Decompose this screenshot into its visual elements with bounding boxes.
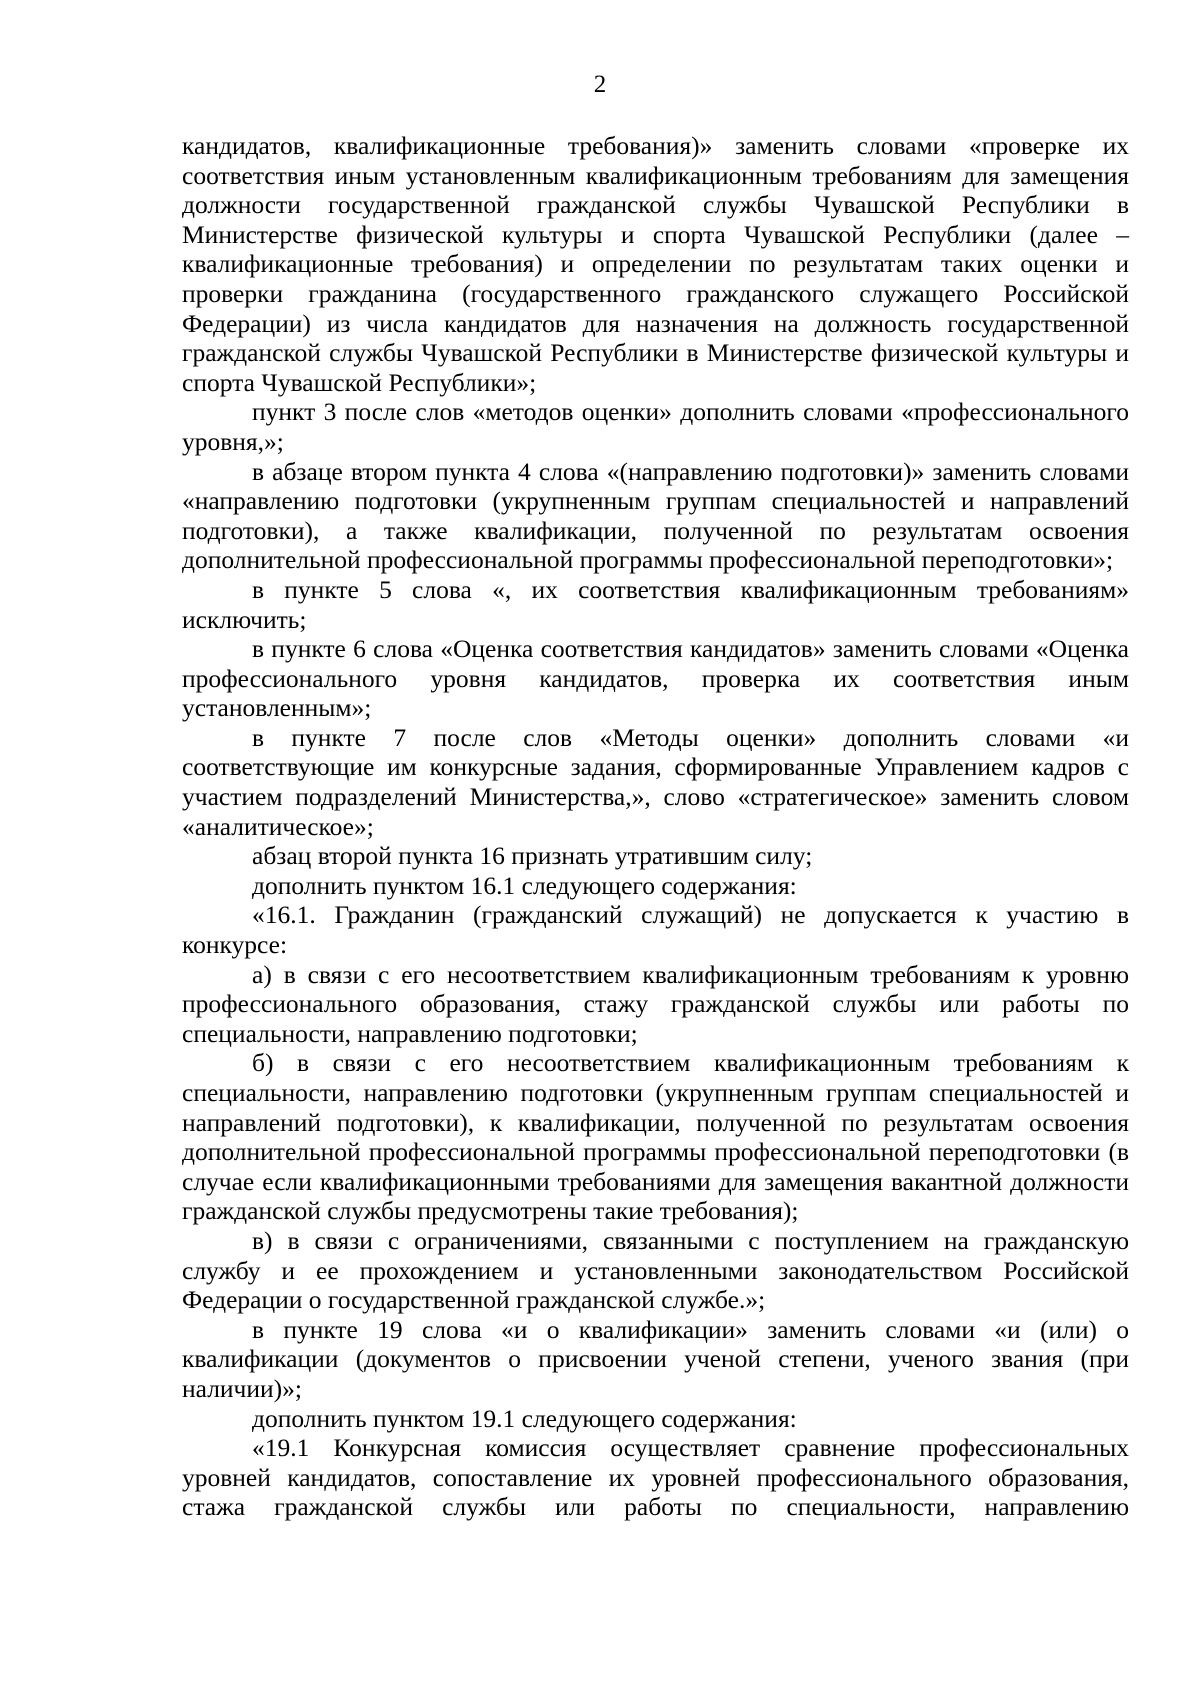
paragraph-12: в) в связи с ограничениями, связанными с поступлением на гражданскую службу и ее прохождением и установленными законодательством Российской Федерации о государственной гражданской службе.»; bbox=[182, 1225, 1129, 1315]
paragraph-5: в пункте 6 слова «Оценка соответствия кандидатов» заменить словами «Оценка профессионального уровня кандидатов, проверка их соответствия иным установленным»; bbox=[182, 634, 1129, 723]
paragraph-10: а) в связи с его несоответствием квалификационным требованиям к уровню профессионального образования, стажу гражданской службы или работы по специальности, направлению подготовки; bbox=[182, 959, 1129, 1048]
document-body bbox=[182, 131, 1129, 1522]
paragraph-4: в пункте 5 слова «, их соответствия квалификационным требованиям» исключить; bbox=[182, 574, 1129, 634]
paragraph-3: в абзаце втором пункта 4 слова «(направлению подготовки)» заменить словами «направлению подготовки (укрупненным группам специальностей и направлений подготовки), а также квалификации, полученной по результатам освоения дополнительной профессиональной программы профессиональной переподготовки»; bbox=[182, 456, 1129, 575]
paragraph-8: дополнить пунктом 16.1 следующего содержания: bbox=[252, 870, 797, 900]
page-number: 2 bbox=[593, 71, 607, 98]
paragraph-1: кандидатов, квалификационные требования)» заменить словами «проверке их соответствия иным установленным квалификационным требованиям для замещения должности государственной гражданской службы Чувашской Республики в Министерстве физической культуры и спорта Чувашской Республики (далее – квалификационные требования) и определении по результатам таких оценки и проверки гражданина (государственного гражданского служащего Российской Федерации) из числа кандидатов для назначения на должность государственной гражданской службы Чувашской Республики в Министерстве физической культуры и спорта Чувашской Республики»; bbox=[182, 131, 1129, 397]
paragraph-13: в пункте 19 слова «и о квалификации» заменить словами «и (или) о квалификации (документов о присвоении ученой степени, ученого звания (при наличии)»; bbox=[182, 1314, 1129, 1403]
paragraph-11: б) в связи с его несоответствием квалификационным требованиям к специальности, направлению подготовки (укрупненным группам специальностей и направлений подготовки), к квалификации, полученной по результатам освоения дополнительной профессиональной программы профессиональной переподготовки (в случае если квалификационными требованиями для замещения вакантной должности гражданской службы предусмотрены такие требования); bbox=[182, 1048, 1129, 1226]
paragraph-14: дополнить пунктом 19.1 следующего содержания: bbox=[252, 1403, 797, 1433]
paragraph-6: в пункте 7 после слов «Методы оценки» дополнить словами «и соответствующие им конкурсные задания, сформированные Управлением кадров с участием подразделений Министерства,», слово «стратегическое» заменить словом «аналитическое»; bbox=[182, 722, 1129, 841]
paragraph-7: абзац второй пункта 16 признать утратившим силу; bbox=[252, 841, 813, 871]
paragraph-15: «19.1 Конкурсная комиссия осуществляет сравнение профессиональных уровней кандидатов, сопоставление их уровней профессионального образования, стажа гражданской службы или работы по специальности, направлению bbox=[182, 1433, 1129, 1522]
paragraph-9: «16.1. Гражданин (гражданский служащий) не допускается к участию в конкурсе: bbox=[182, 900, 1129, 960]
paragraph-2: пункт 3 после слов «методов оценки» дополнить словами «профессионального уровня,»; bbox=[182, 397, 1129, 456]
